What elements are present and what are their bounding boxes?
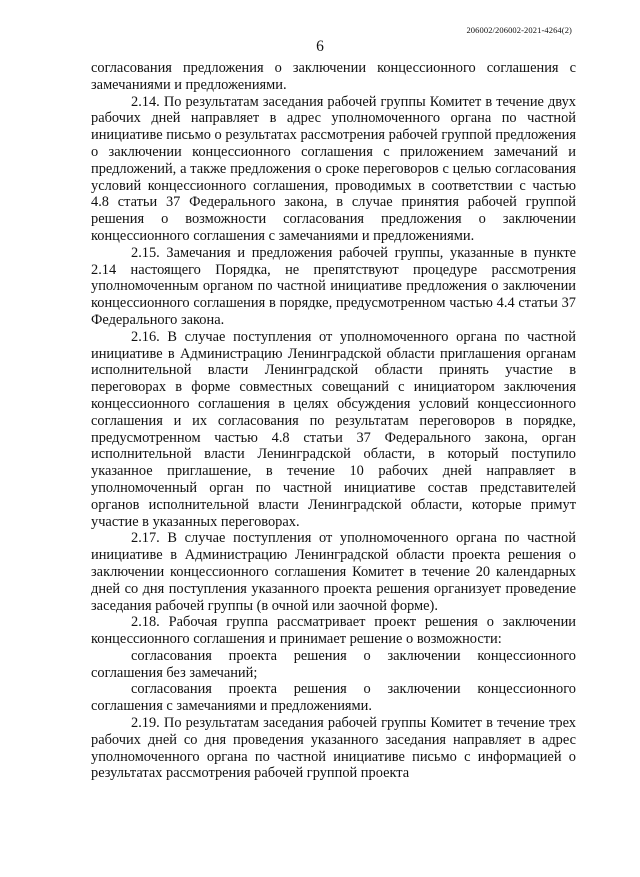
document-id: 206002/206002-2021-4264(2)	[466, 25, 572, 35]
paragraph-2-17: 2.17. В случае поступления от уполномоченного органа по частной инициативе в Администрацию Ленинградской области проекта решения о заключении концессионного соглашения Комитет в течение 20 календарных дней со дня поступления указанного проекта решения организует проведение заседания рабочей группы (в очной или заочной форме).	[91, 530, 576, 614]
paragraph-2-16: 2.16. В случае поступления от уполномоченного органа по частной инициативе в Администрацию Ленинградской области приглашения органам исполнительной власти Ленинградской области принять участие в переговорах в форме совместных совещаний с инициатором заключения концессионного соглашения в целях обсуждения условий концессионного соглашения и их согласования по результатам переговоров в порядке, предусмотренном частью 4.8 статьи 37 Федерального закона, орган исполнительной власти Ленинградской области, в который поступило указанное приглашение, в течение 10 рабочих дней направляет в уполномоченный орган по частной инициативе состав представителей органов исполнительной власти Ленинградской области, которые примут участие в указанных переговорах.	[91, 328, 576, 530]
paragraph-continuation: согласования предложения о заключении концессионного соглашения с замечаниями и предложениями.	[91, 60, 576, 93]
list-item-without-remarks: согласования проекта решения о заключении концессионного соглашения без замечаний;	[91, 647, 576, 681]
paragraph-2-14: 2.14. По результатам заседания рабочей группы Комитет в течение двух рабочих дней направляет в адрес уполномоченного органа по частной инициативе письмо о результатах рассмотрения рабочей группой предложения о заключении концессионного соглашения с приложением замечаний и предложений, а также предложения о сроке переговоров с целью согласования условий концессионного соглашения, проводимых в соответствии с частью 4.8 статьи 37 Федерального закона, в случае принятия рабочей группой решения о возможности согласования предложения о заключении концессионного соглашения с замечаниями и предложениями.	[91, 93, 576, 244]
document-body	[91, 60, 576, 782]
list-item-with-remarks: согласования проекта решения о заключении концессионного соглашения с замечаниями и предложениями.	[91, 681, 576, 715]
paragraph-2-15: 2.15. Замечания и предложения рабочей группы, указанные в пункте 2.14 настоящего Порядка, не препятствуют процедуре рассмотрения уполномоченным органом по частной инициативе предложения о заключении концессионного соглашения в порядке, предусмотренном частью 4.4 статьи 37 Федерального закона.	[91, 244, 576, 328]
page-number: 6	[316, 38, 324, 55]
paragraph-2-18: 2.18. Рабочая группа рассматривает проект решения о заключении концессионного соглашения и принимает решение о возможности:	[91, 614, 576, 648]
paragraph-2-19: 2.19. По результатам заседания рабочей группы Комитет в течение трех рабочих дней со дня проведения указанного заседания направляет в адрес уполномоченного органа по частной инициативе письмо с информацией о результатах рассмотрения рабочей группой проекта	[91, 715, 576, 782]
